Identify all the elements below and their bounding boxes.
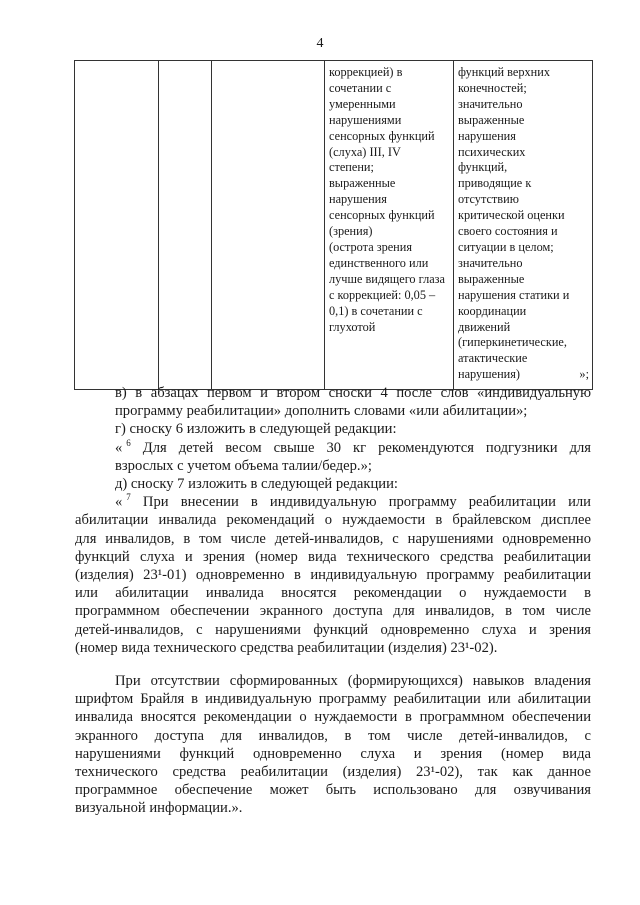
cell-line: единственного или bbox=[329, 255, 429, 270]
cell-line: (слуха) III, IV bbox=[329, 144, 401, 159]
cell-line: атактические bbox=[458, 351, 528, 366]
text-line: абилитации инвалида рекомендаций о нуждаемости в брайлевском дисплее bbox=[75, 512, 591, 529]
cell-line: нарушения статики и bbox=[458, 287, 570, 302]
text-line: или абилитации инвалида вносятся рекомендации о нуждаемости в bbox=[75, 585, 591, 602]
cell-line: 0,1) в сочетании с bbox=[329, 303, 423, 318]
text-line: экранного доступа для инвалидов, в том числе детей-инвалидов, с bbox=[75, 727, 591, 744]
cell-line: глухотой bbox=[329, 319, 376, 334]
text-line: нарушениями функций одновременно слуха и зрения (номер вида bbox=[75, 745, 591, 762]
paragraph-v bbox=[75, 384, 591, 420]
cell-line: критической оценки bbox=[458, 208, 565, 223]
cell-line: сочетании с bbox=[329, 80, 392, 95]
text-line: технического средства реабилитации (изделия) 23¹-02), так как данное bbox=[75, 764, 591, 781]
text-line: (номер вида технического средства реабилитации (изделия) 23¹-02). bbox=[75, 639, 498, 656]
cell-line: отсутствию bbox=[458, 192, 519, 207]
cell-line: (зрения) bbox=[329, 224, 373, 239]
text-line: программу реабилитации» дополнить словами «или абилитации»; bbox=[115, 403, 528, 420]
text-line bbox=[75, 439, 591, 457]
cell-line: с коррекцией: 0,05 – bbox=[329, 287, 436, 302]
table-cell-empty-2 bbox=[159, 61, 212, 390]
table-cell-function-criteria bbox=[454, 61, 593, 390]
open-quote: « bbox=[115, 494, 123, 511]
document-body bbox=[75, 384, 591, 818]
cell-line: выраженные bbox=[458, 271, 525, 286]
cell-line: лучше видящего глаза bbox=[329, 271, 445, 286]
paragraph-braille bbox=[75, 672, 591, 818]
text-line: взрослых с учетом объема талии/бедер.»; bbox=[115, 457, 372, 474]
cell-line: нарушениями bbox=[329, 112, 402, 127]
cell-line: сенсорных функций bbox=[329, 208, 435, 223]
paragraph-d bbox=[75, 475, 591, 493]
text-line: функций слуха и зрения (номер вида технического средства реабилитации bbox=[75, 548, 591, 565]
open-quote: « bbox=[115, 439, 123, 456]
cell-last-line bbox=[458, 367, 589, 383]
text-line: программном обеспечении экранного доступа для инвалидов, в том числе bbox=[75, 603, 591, 620]
footnote-mark: 7 bbox=[126, 492, 131, 503]
closing-quote-mark: »; bbox=[579, 367, 589, 382]
cell-line: выраженные bbox=[458, 112, 525, 127]
footnote-text: При внесении в индивидуальную программу реабилитации или bbox=[142, 494, 591, 511]
cell-line: степени; bbox=[329, 160, 374, 175]
cell-line: сенсорных функций bbox=[329, 128, 435, 143]
text-line: детей-инвалидов, с нарушениями функций одновременно слуха и зрения bbox=[75, 621, 591, 638]
cell-line: значительно bbox=[458, 96, 523, 111]
cell-line: своего состояния и bbox=[458, 224, 558, 239]
table-row bbox=[75, 61, 593, 390]
cell-line: психических bbox=[458, 144, 526, 159]
cell-line: координации bbox=[458, 303, 527, 318]
paragraph-g bbox=[75, 420, 591, 438]
page-number: 4 bbox=[316, 36, 324, 51]
table-cell-sensory-criteria bbox=[325, 61, 454, 390]
cell-line: нарушения bbox=[458, 128, 516, 143]
text-line: для инвалидов, в том числе детей-инвалидов, с нарушениями одновременно bbox=[75, 530, 591, 547]
paragraph-gap bbox=[75, 657, 591, 672]
cell-line: коррекцией) в bbox=[329, 65, 403, 79]
footnote-mark: 6 bbox=[126, 437, 131, 448]
text-line: (изделия) 23¹-01) одновременно в индивидуальную программу реабилитации bbox=[75, 567, 591, 584]
footnote-text: Для детей весом свыше 30 кг рекомендуются подгузники для bbox=[142, 439, 591, 456]
text-line: инвалида вносятся рекомендации о нуждаемости в программном обеспечении bbox=[75, 709, 591, 726]
footnote-7 bbox=[75, 493, 591, 657]
cell-line: (гиперкинетические, bbox=[458, 335, 567, 350]
cell-line: (острота зрения bbox=[329, 239, 413, 254]
cell-line: функций, bbox=[458, 160, 508, 175]
cell-line: умеренными bbox=[329, 96, 396, 111]
footnote-6 bbox=[75, 439, 591, 475]
cell-line: приводящие к bbox=[458, 176, 532, 191]
cell-line: нарушения bbox=[329, 192, 387, 207]
cell-line: конечностей; bbox=[458, 80, 527, 95]
text-line: шрифтом Брайля в индивидуальную программу реабилитации или абилитации bbox=[75, 691, 591, 708]
cell-line: выраженные bbox=[329, 176, 396, 191]
text-line: д) сноску 7 изложить в следующей редакции: bbox=[115, 476, 398, 493]
cell-line: ситуации в целом; bbox=[458, 239, 554, 254]
cell-line: значительно bbox=[458, 255, 523, 270]
text-line: г) сноску 6 изложить в следующей редакции: bbox=[115, 421, 397, 438]
text-line: программное обеспечение может быть использовано для озвучивания bbox=[75, 782, 591, 799]
cell-last-text: нарушения) bbox=[458, 367, 521, 382]
text-line: в) в абзацах первом и втором сноски 4 после слов «индивидуальную bbox=[115, 385, 591, 401]
table-cell-empty-1 bbox=[75, 61, 159, 390]
text-line bbox=[75, 493, 591, 511]
criteria-table bbox=[74, 60, 593, 390]
text-line: При отсутствии сформированных (формирующихся) навыков владения bbox=[115, 673, 591, 690]
cell-line: движений bbox=[458, 319, 511, 334]
cell-line: функций верхних bbox=[458, 65, 550, 79]
table-cell-empty-3 bbox=[212, 61, 325, 390]
text-line: визуальной информации.». bbox=[75, 800, 243, 817]
